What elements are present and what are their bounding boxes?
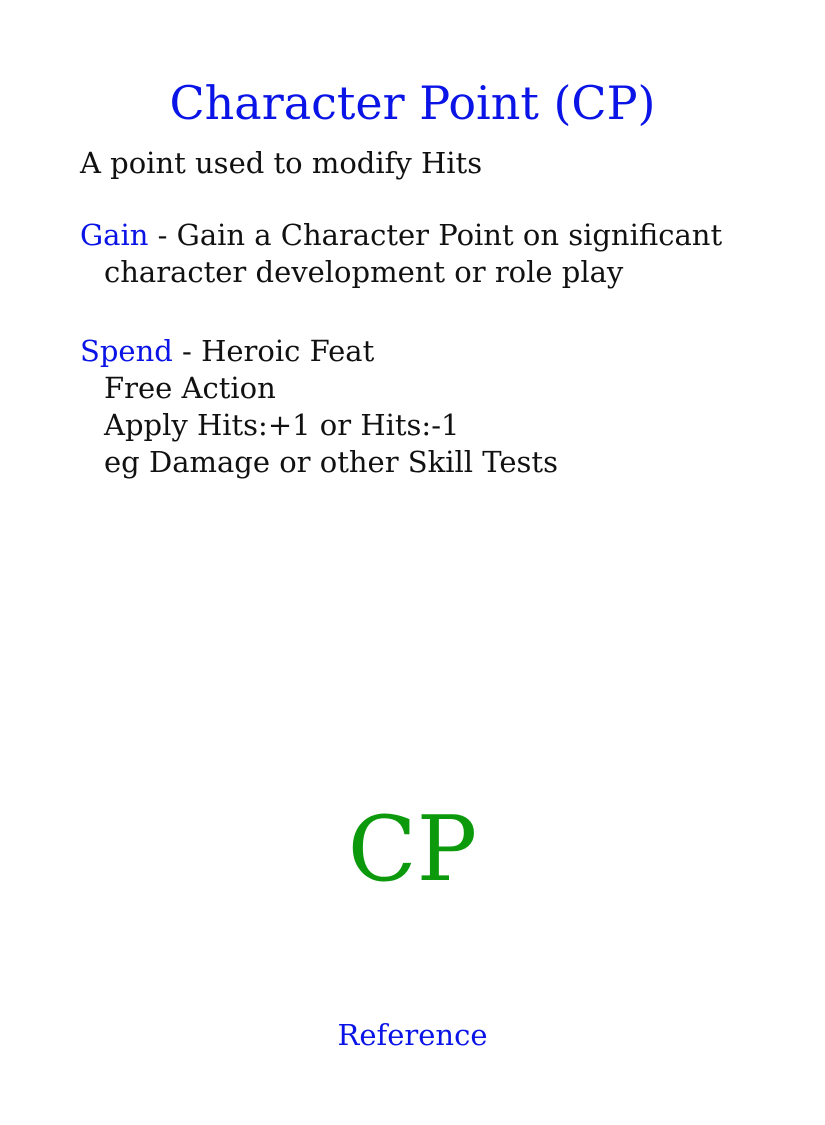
cp-symbol: CP xyxy=(347,797,478,902)
spend-keyword: Spend xyxy=(80,334,173,368)
gain-section xyxy=(80,217,722,291)
reference-label: Reference xyxy=(337,1018,488,1052)
spend-text-4: eg Damage or other Skill Tests xyxy=(104,445,558,479)
gain-line-1 xyxy=(80,217,722,254)
card-title: Character Point (CP) xyxy=(169,76,656,130)
spend-text-2: Free Action xyxy=(104,371,276,405)
gain-text-2: character development or role play xyxy=(104,255,624,289)
spend-text-1: - Heroic Feat xyxy=(172,334,375,368)
gain-keyword: Gain xyxy=(80,218,149,252)
gain-text-1: - Gain a Character Point on significant xyxy=(148,218,723,252)
spend-line-1 xyxy=(80,333,558,370)
spend-section xyxy=(80,333,558,481)
spend-text-3: Apply Hits:+1 or Hits:-1 xyxy=(104,408,460,442)
card-subtitle: A point used to modify Hits xyxy=(80,146,483,180)
